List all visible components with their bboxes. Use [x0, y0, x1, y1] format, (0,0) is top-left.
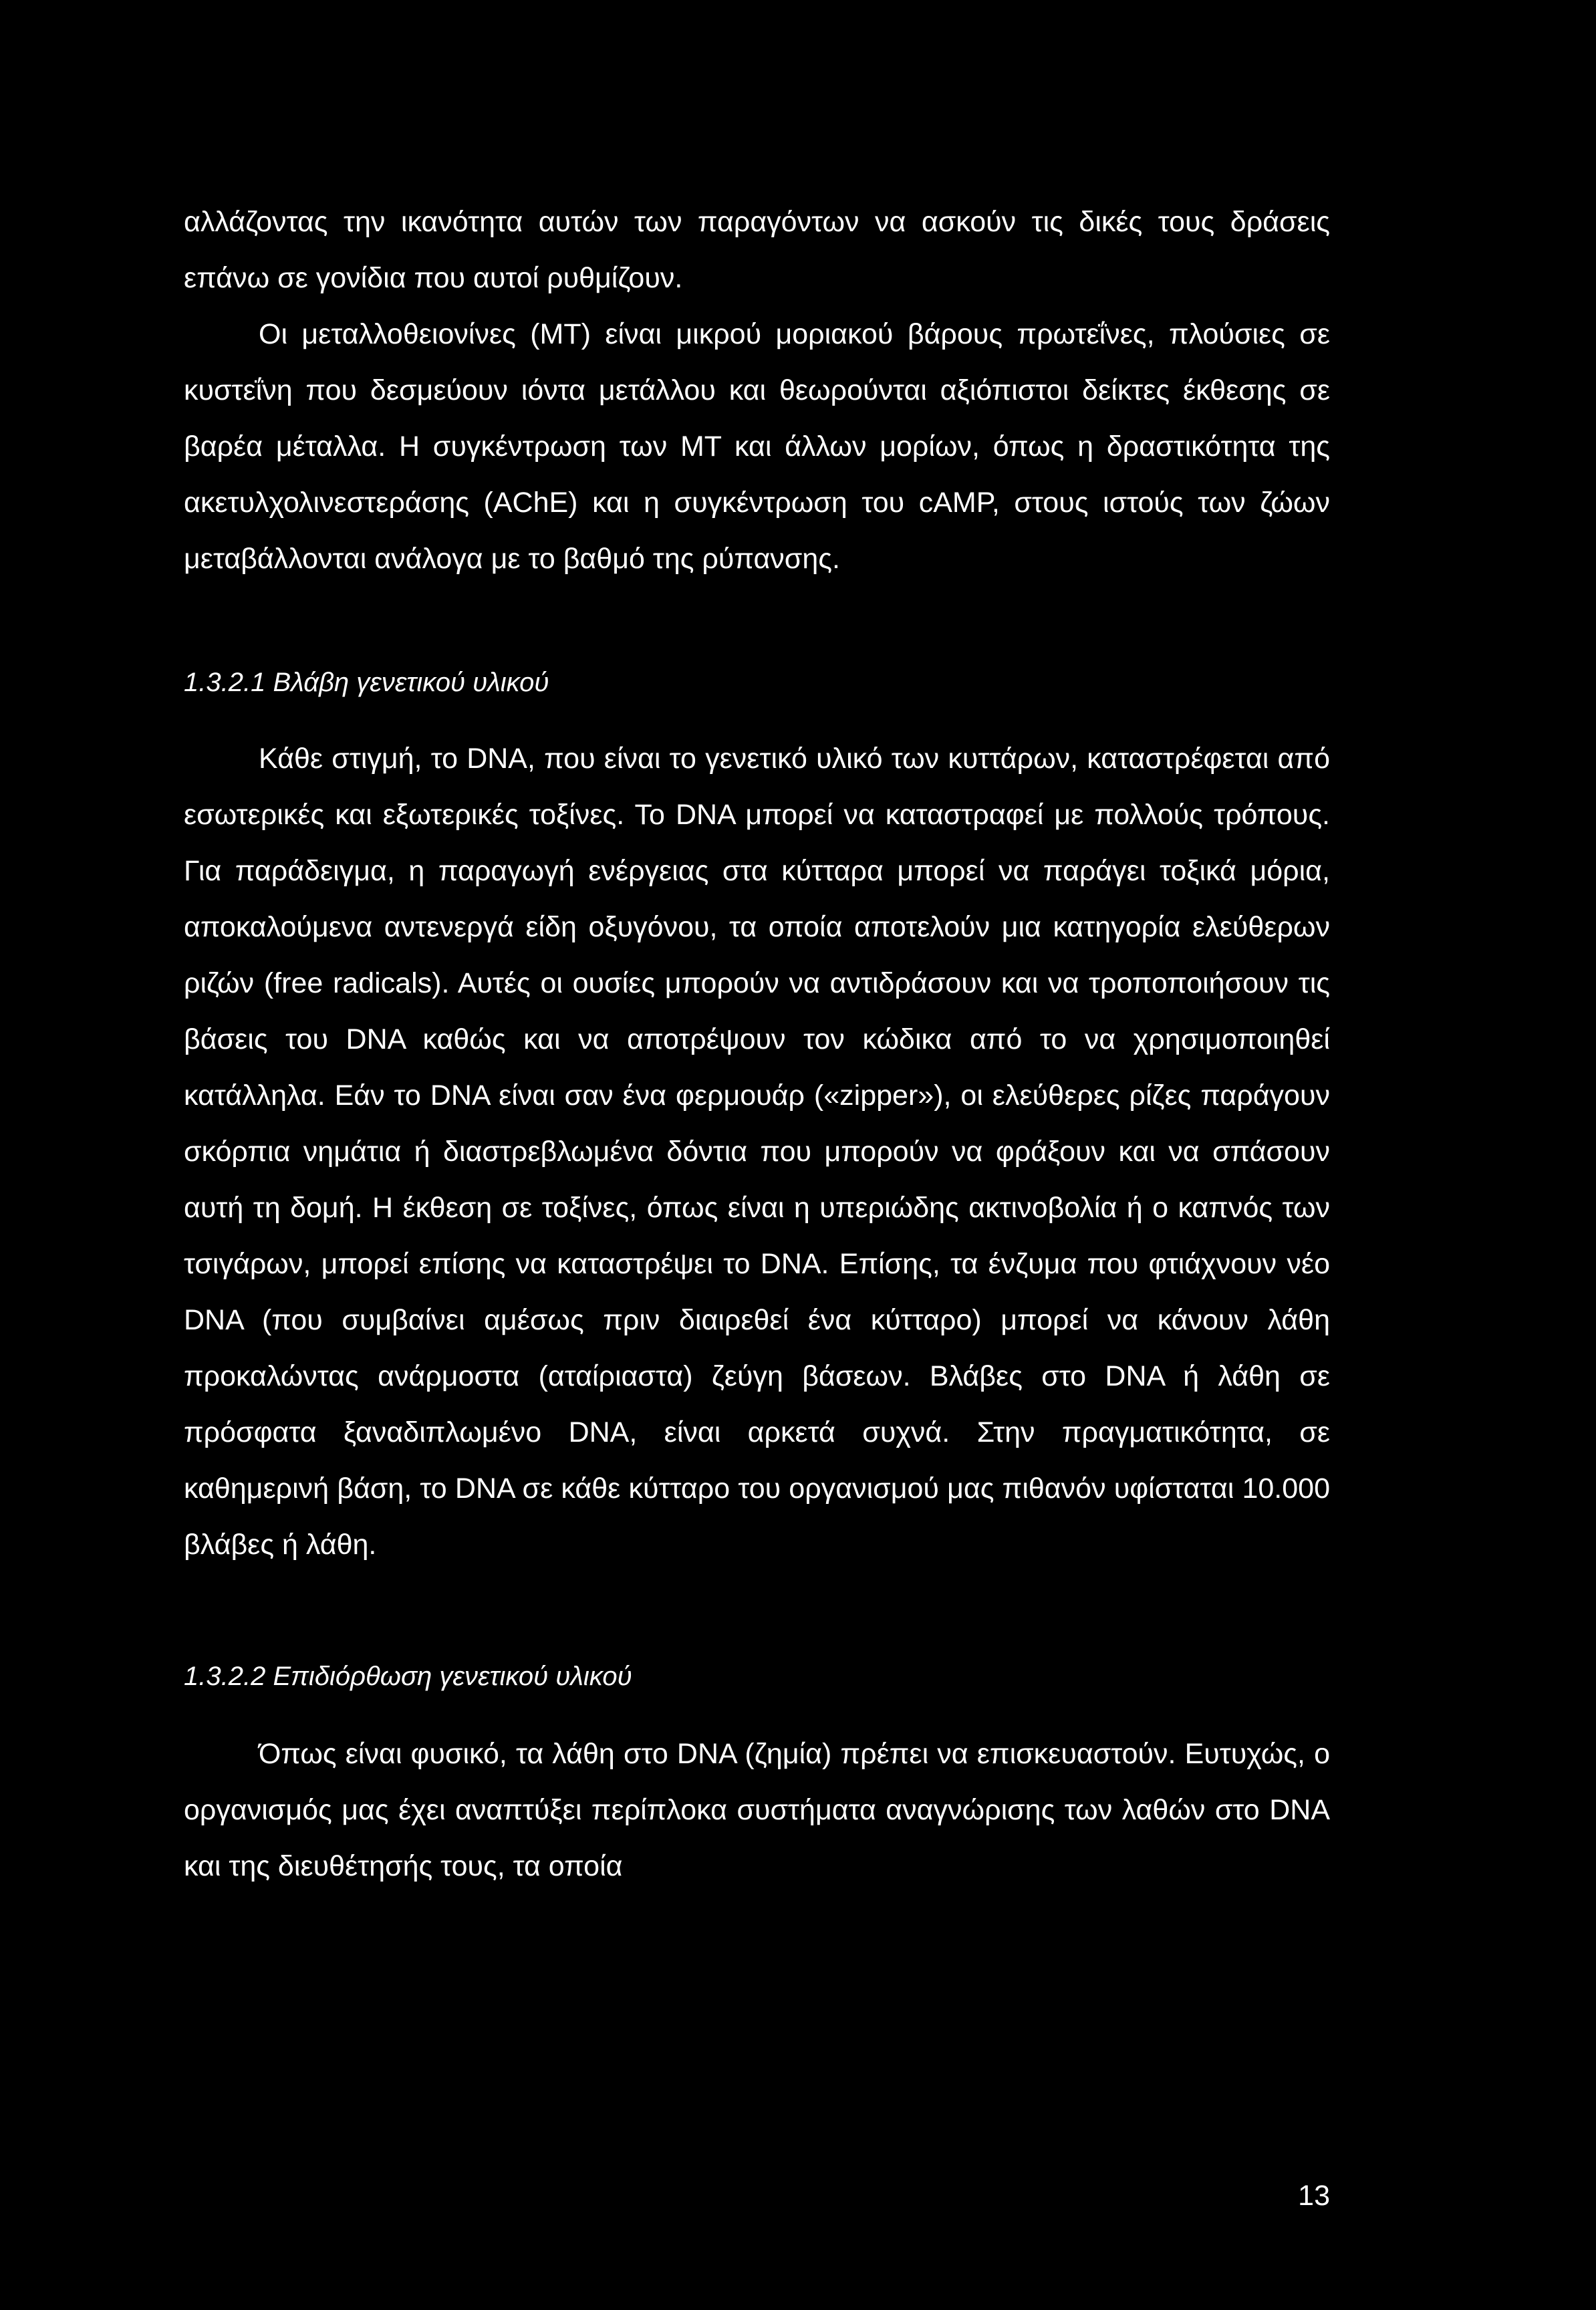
section-title: Επιδιόρθωση γενετικού υλικού — [273, 1662, 632, 1691]
dna-repair-paragraph: Όπως είναι φυσικό, τα λάθη στο DNA (ζημία) πρέπει να επισκευαστούν. Ευτυχώς, ο οργανισμός μας έχει αναπτύξει περίπλοκα συστήματα αναγνώρισης των λαθών στο DNA και της διευθέτησής τους, τα οποία — [184, 1738, 1330, 1882]
section-heading-repair — [184, 1656, 1330, 1696]
dna-damage-paragraph: Κάθε στιγμή, το DNA, που είναι το γενετικό υλικό των κυττάρων, καταστρέφεται από εσωτερικές και εξωτερικές τοξίνες. Το DNA μπορεί να καταστραφεί με πολλούς τρόπους. Για παράδειγμα, η παραγωγή ενέργειας στα κύτταρα μπορεί να παράγει τοξικά μόρια, αποκαλούμενα αντενεργά είδη οξυγόνου, τα οποία αποτελούν μια κατηγορία ελεύθερων ριζών (free radicals). Αυτές οι ουσίες μπορούν να αντιδράσουν και να τροποποιήσουν τις βάσεις του DNA καθώς και να αποτρέψουν τον κώδικα από το να χρησιμοποιηθεί κατάλληλα. Εάν το DNA είναι σαν ένα φερμουάρ («zipper»), οι ελεύθερες ρίζες παράγουν σκόρπια νημάτια ή διαστρεβλωμένα δόντια που μπορούν να φράξουν και να σπάσουν αυτή τη δομή. Η έκθεση σε τοξίνες, όπως είναι η υπεριώδης ακτινοβολία ή ο καπνός των τσιγάρων, μπορεί επίσης να καταστρέψει το DNA. Επίσης, τα ένζυμα που φτιάχνουν νέο DNA (που συμβαίνει αμέσως πριν διαιρεθεί ένα κύτταρο) μπορεί να κάνουν λάθη προκαλώντας ανάρμοστα (αταίριαστα) ζεύγη βάσεων. Βλάβες στο DNA ή λάθη σε πρόσφατα ξαναδιπλωμένο DNA, είναι αρκετά συχνά. Στην πραγματικότητα, σε καθημερινή βάση, το DNA σε κάθε κύτταρο του οργανισμού μας πιθανόν υφίσταται 10.000 βλάβες ή λάθη. — [184, 743, 1330, 1561]
intro-continuation-paragraph: αλλάζοντας την ικανότητα αυτών των παραγόντων να ασκούν τις δικές τους δράσεις επάνω σε γονίδια που αυτοί ρυθμίζουν. — [184, 206, 1330, 294]
section-number: 1.3.2.2 — [184, 1662, 266, 1691]
section-heading-damage — [184, 662, 1330, 702]
metallothioneins-paragraph: Οι μεταλλοθειονίνες (ΜΤ) είναι μικρού μοριακού βάρους πρωτεΐνες, πλούσιες σε κυστεΐνη που δεσμεύουν ιόντα μετάλλου και θεωρούνται αξιόπιστοι δείκτες έκθεσης σε βαρέα μέταλλα. Η συγκέντρωση των ΜΤ και άλλων μορίων, όπως η δραστικότητα της ακετυλχολινεστεράσης (AChE) και η συγκέντρωση του cAMP, στους ιστούς των ζώων μεταβάλλονται ανάλογα με το βαθμό της ρύπανσης. — [184, 318, 1330, 575]
section-title: Βλάβη γενετικού υλικού — [273, 668, 549, 697]
page-number: 13 — [1298, 2180, 1330, 2212]
section-number: 1.3.2.1 — [184, 668, 266, 697]
document-page — [184, 194, 1330, 1894]
